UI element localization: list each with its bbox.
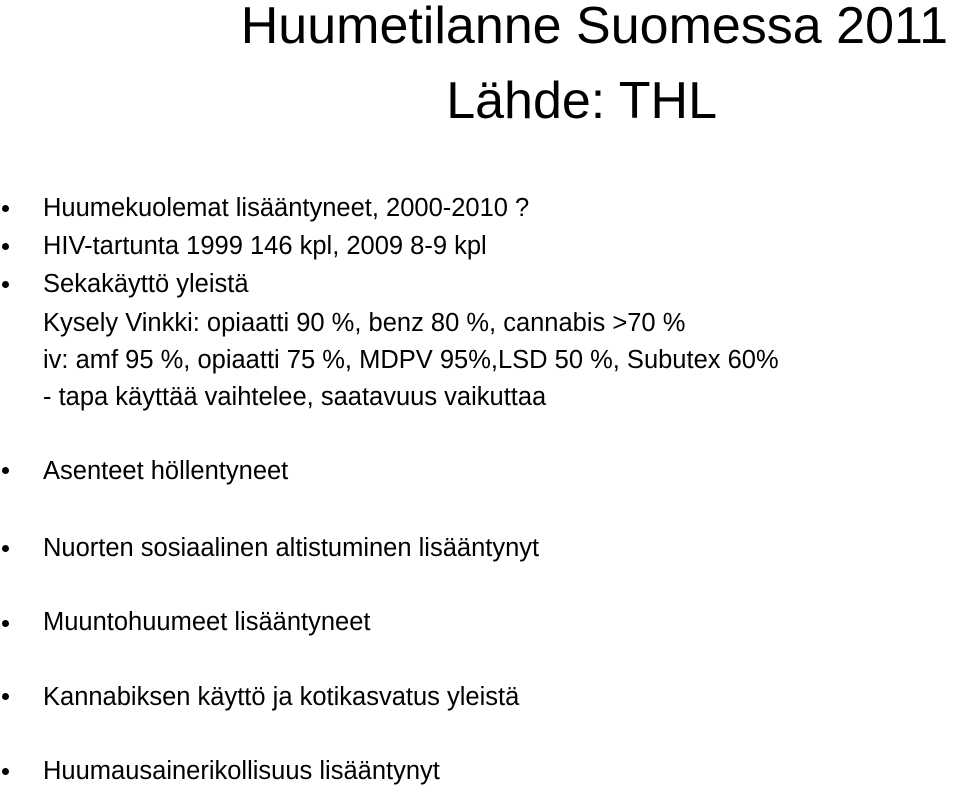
list-item: Nuorten sosiaalinen altistuminen lisääntynyt (43, 534, 540, 562)
list-item: Huumausainerikollisuus lisääntynyt (43, 757, 440, 785)
bullet-dot (2, 243, 9, 250)
list-item: iv: amf 95 %, opiaatti 75 %, MDPV 95%,LSD 50 %, Subutex 60% (43, 346, 779, 374)
bullet-dot (2, 545, 9, 552)
bullet-dot (2, 768, 9, 775)
list-item: Asenteet höllentyneet (43, 457, 289, 485)
list-item: HIV-tartunta 1999 146 kpl, 2009 8-9 kpl (43, 232, 487, 260)
list-item: Huumekuolemat lisääntyneet, 2000-2010 ? (43, 194, 530, 222)
list-item: Sekakäyttö yleistä (43, 270, 249, 298)
bullet-dot (2, 205, 9, 212)
list-item: Muuntohuumeet lisääntyneet (43, 608, 371, 636)
slide-title-line1: Huumetilanne Suomessa 2011 (240, 0, 948, 55)
bullet-dot (2, 467, 9, 474)
slide-title-line2: Lähde: THL (446, 72, 717, 130)
bullet-dot (2, 693, 9, 700)
bullet-dot (2, 620, 9, 627)
list-item: Kysely Vinkki: opiaatti 90 %, benz 80 %, cannabis >70 % (43, 309, 686, 337)
list-item: - tapa käyttää vaihtelee, saatavuus vaikuttaa (43, 383, 547, 411)
bullet-dot (2, 281, 9, 288)
list-item: Kannabiksen käyttö ja kotikasvatus yleistä (43, 683, 520, 711)
